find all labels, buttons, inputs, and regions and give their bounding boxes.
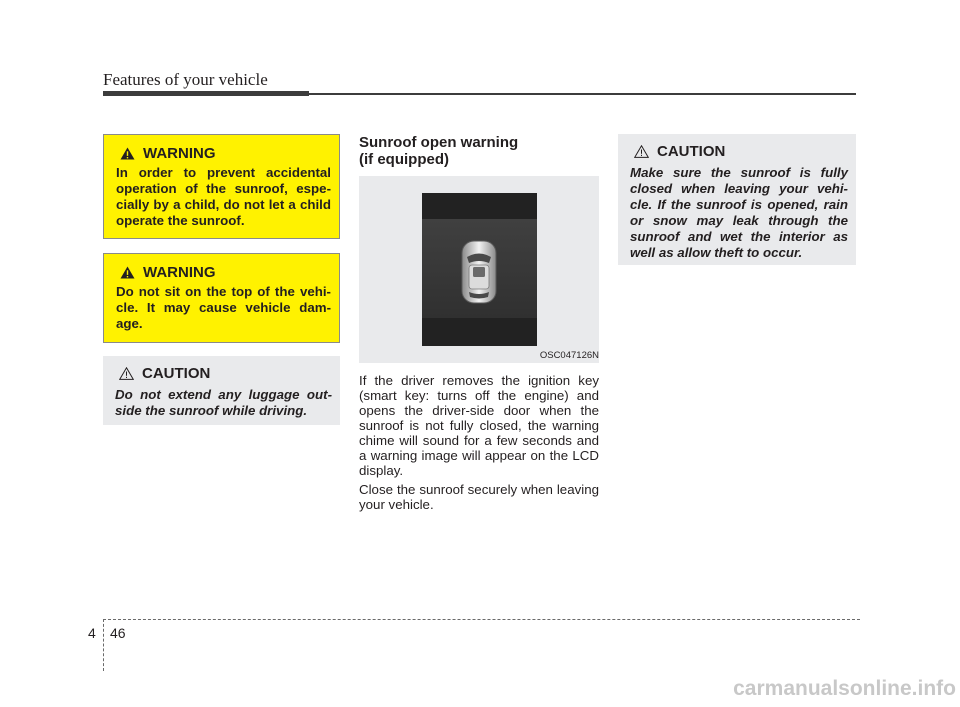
car-top-view-icon (459, 239, 499, 305)
header-rule (309, 93, 856, 95)
footer-divider (103, 619, 104, 671)
caution-triangle-icon (119, 367, 134, 380)
page-number: 46 (110, 625, 126, 641)
caution-text: Make sure the sunroof is fully closed when leaving your vehi- cle. If the sunroof is opened, rain or snow may leak through the sunroof and wet the interior as well as allow theft to occur. (630, 165, 848, 260)
footer-rule (103, 619, 860, 620)
lcd-figure (359, 176, 599, 363)
caution-box-luggage (103, 356, 340, 425)
lcd-display (422, 193, 537, 346)
figure-code: OSC047126N (539, 350, 599, 361)
warning-title: WARNING (143, 264, 216, 281)
warning-box-sitting (103, 253, 340, 343)
chapter-number: 4 (88, 625, 96, 641)
caution-title: CAUTION (657, 143, 726, 160)
section-heading (359, 134, 599, 168)
warning-triangle-icon (120, 266, 135, 279)
page-header-title: Features of your vehicle (103, 70, 268, 89)
caution-text: Do not extend any luggage out- side the sunroof while driving. (115, 387, 332, 418)
warning-title: WARNING (143, 145, 216, 162)
watermark: carmanualsonline.info (733, 677, 956, 700)
header-accent-bar (103, 91, 309, 96)
caution-title: CAUTION (142, 365, 211, 382)
body-paragraph: If the driver removes the ignition key (smart key: turns off the engine) and opens the driver-side door when the sunroof is not fully closed, the warning chime will sound for a few seconds and a warning image will appear on the LCD display. (359, 373, 599, 478)
warning-triangle-icon (120, 147, 135, 160)
section-heading-subtitle: (if equipped) (359, 151, 449, 168)
caution-triangle-icon (634, 145, 649, 158)
warning-box-child-operation (103, 134, 340, 239)
warning-text: Do not sit on the top of the vehi- cle. It may cause vehicle dam- age. (116, 284, 331, 331)
caution-box-sunroof-closed (618, 134, 856, 265)
section-heading-title: Sunroof open warning (359, 134, 519, 151)
body-paragraph: Close the sunroof securely when leaving your vehicle. (359, 482, 599, 512)
warning-text: In order to prevent accidental operation of the sunroof, espe- cially by a child, do not let a child operate the sunroof. (116, 165, 331, 228)
